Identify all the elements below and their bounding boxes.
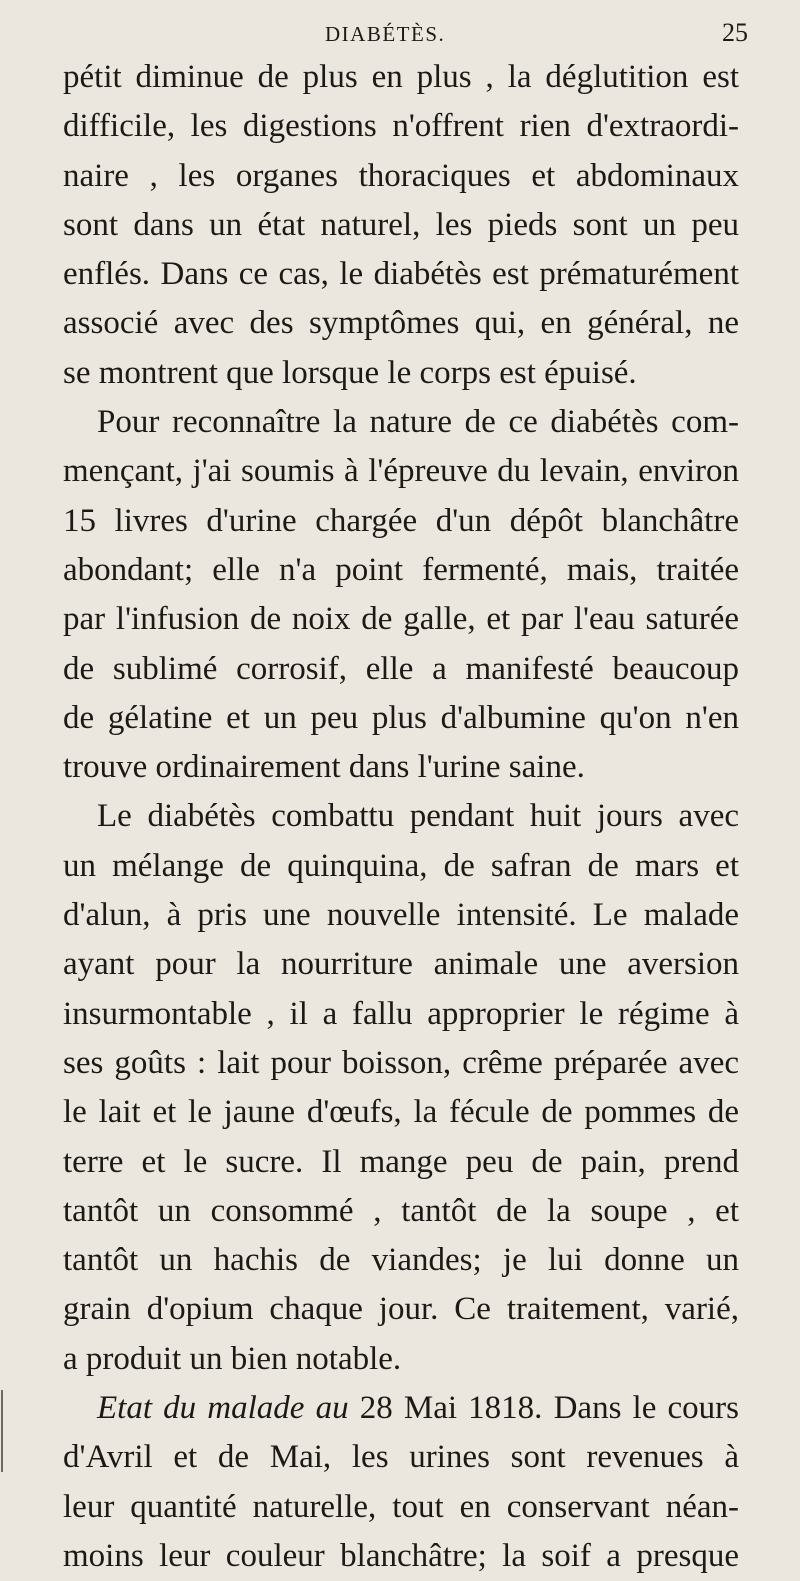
text-line: grain d'opium chaque jour. Ce traitement, varié,	[63, 1291, 739, 1328]
text-line: abondant; elle n'a point fermenté, mais, traitée	[63, 551, 739, 588]
text-line: associé avec des symptômes qui, en général, ne	[63, 305, 739, 342]
text-line: sont dans un état naturel, les pieds sont un peu	[63, 206, 739, 243]
section-heading-line	[63, 1384, 739, 1433]
text-line: trouve ordinairement dans l'urine saine.	[63, 749, 585, 786]
page-edge-mark	[1, 1390, 3, 1472]
text-line: mençant, j'ai soumis à l'épreuve du levain, environ	[63, 453, 739, 490]
text-line: Le diabétès combattu pendant huit jours avec	[97, 798, 739, 835]
text-line: le lait et le jaune d'œufs, la fécule de pommes de	[63, 1094, 739, 1131]
page-number: 25	[722, 18, 748, 47]
text-line: naire , les organes thoraciques et abdominaux	[63, 157, 739, 194]
text-line: tantôt un hachis de viandes; je lui donne un	[63, 1242, 739, 1279]
text-line: un mélange de quinquina, de safran de mars et	[63, 847, 739, 884]
text-line: de gélatine et un peu plus d'albumine qu'on n'en	[63, 699, 739, 736]
text-line: de sublimé corrosif, elle a manifesté beaucoup	[63, 650, 739, 687]
text-line: enflés. Dans ce cas, le diabétès est prématurément	[63, 256, 739, 293]
text-line: Pour reconnaître la nature de ce diabétès com-	[97, 404, 739, 441]
section-heading-date: 28 Mai 1818.	[359, 1390, 543, 1427]
body-text	[63, 53, 739, 1581]
text-line: leur quantité naturelle, tout en conservant néan-	[63, 1488, 739, 1525]
text-line-continuation: Dans le cours	[553, 1390, 739, 1427]
text-line: insurmontable , il a fallu approprier le régime à	[63, 995, 739, 1032]
text-line: 15 livres d'urine chargée d'un dépôt blanchâtre	[63, 502, 739, 539]
text-line: terre et le sucre. Il mange peu de pain, prend	[63, 1143, 739, 1180]
text-line: difficile, les digestions n'offrent rien d'extraordi-	[63, 108, 739, 145]
text-line: ayant pour la nourriture animale une aversion	[63, 946, 739, 983]
text-line: pétit diminue de plus en plus , la déglutition est	[63, 59, 739, 95]
text-line: moins leur couleur blanchâtre; la soif a presque	[63, 1537, 739, 1574]
text-line: tantôt un consommé , tantôt de la soupe , et	[63, 1192, 739, 1229]
text-line: ses goûts : lait pour boisson, crême préparée avec	[63, 1044, 739, 1081]
running-head: DIABÉTÈS.	[325, 22, 446, 46]
text-line: se montrent que lorsque le corps est épuisé.	[63, 354, 637, 391]
text-line: d'Avril et de Mai, les urines sont revenues à	[63, 1439, 739, 1476]
text-line: d'alun, à pris une nouvelle intensité. Le malade	[63, 897, 739, 934]
page-header	[0, 18, 800, 54]
text-line: par l'infusion de noix de galle, et par l'eau saturée	[63, 601, 739, 638]
text-line: a produit un bien notable.	[63, 1340, 402, 1377]
section-heading-italic: Etat du malade au	[97, 1390, 349, 1427]
